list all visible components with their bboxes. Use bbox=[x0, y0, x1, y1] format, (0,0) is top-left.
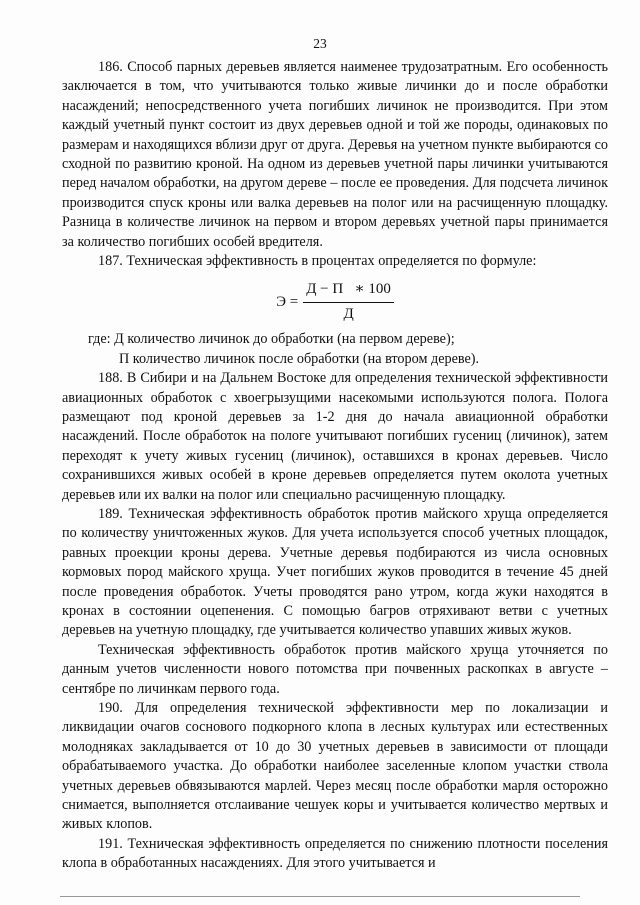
formula-numerator: Д − П ∗ 100 bbox=[303, 280, 394, 302]
paragraph-189: 189. Техническая эффективность обработок против майского хруща определяется по количеству уничтоженных жуков. Для учета используется способ учетных площадок, равных проекции кроны дерева. Учетные деревья подбираются из числа основных кормовых пород майского хруща. Учет погибших жуков проводится в течение 45 дней после проведения обработок. Учеты проводятся рано утром, когда жуки находятся в кронах в состоянии оцепенения. С помощью багров отряхивают ветви с учетных деревьев на учетную площадку, где учитывается количество упавших живых жуков. bbox=[62, 505, 608, 639]
paragraph-191: 191. Техническая эффективность определяется по снижению плотности поселения клопа в обработанных насаждениях. Для этого учитывается и bbox=[62, 835, 608, 872]
formula-denominator: Д bbox=[343, 305, 354, 322]
definition-p: П количество личинок после обработки (на втором дереве). bbox=[119, 350, 480, 367]
page-bottom-edge bbox=[60, 896, 580, 897]
formula-lhs: Э = bbox=[276, 293, 299, 310]
paragraph-190: 190. Для определения технической эффективности мер по локализации и ликвидации очагов соснового подкорного клопа в лесных культурах или естественных молодняках закладывается от 10 до 30 учетных деревьев в зависимости от площади обрабатываемого участка. До обработки наиболее заселенные клопом участки ствола учетных деревьев обвязываются марлей. Через месяц после обработки марля осторожно снимается, выполняется отслаивание чешуек коры и учитывается количество мертвых и живых клопов. bbox=[62, 700, 608, 833]
definition-d: где: Д количество личинок до обработки (на первом дереве); bbox=[88, 331, 455, 348]
paragraph-187: 187. Техническая эффективность в процентах определяется по формуле: bbox=[98, 253, 537, 270]
page-number: 23 bbox=[313, 36, 327, 51]
document-body bbox=[62, 58, 608, 874]
paragraph-189-note: Техническая эффективность обработок против майского хруща уточняется по данным учетов численности нового потомства при почвенных раскопках в августе – сентябре по личинкам первого года. bbox=[62, 641, 608, 697]
paragraph-186: 186. Способ парных деревьев является наименее трудозатратным. Его особенность заключается в том, что учитываются только живые личинки до и после обработки насаждений; непосредственного учета погибших личинок не производится. При этом каждый учетный пункт состоит из двух деревьев одной и той же породы, одинаковых по размерам и находящихся вблизи друг от друга. Деревья на учетном пункте выбираются со сходной по развитию кроной. На одном из деревьев учетной пары личинки учитываются перед началом обработки, на другом дереве – после ее проведения. Для подсчета личинок производится спуск кроны или валка деревьев на полог или на расчищенную площадку. Разница в количестве личинок на первом и втором деревьях учетной пары принимается за количество погибших особей вредителя. bbox=[62, 59, 608, 250]
formula-fraction bbox=[303, 280, 394, 324]
paragraph-188: 188. В Сибири и на Дальнем Востоке для определения технической эффективности авиационных обработок с хвоегрызущими насекомыми используются полога. Полога размещают под кроной деревьев за 1-2 дня до начала авиационной обработки насаждений. После обработок на пологе учитывают погибших гусениц (личинок), затем переходят к учету живых гусениц (личинок), оставшихся в кронах деревьев. Число сохранившихся живых особей в кроне деревьев определяется путем околота учетных деревьев или их валки на полог или специально расчищенную площадку. bbox=[62, 370, 608, 503]
efficiency-formula bbox=[62, 280, 608, 324]
